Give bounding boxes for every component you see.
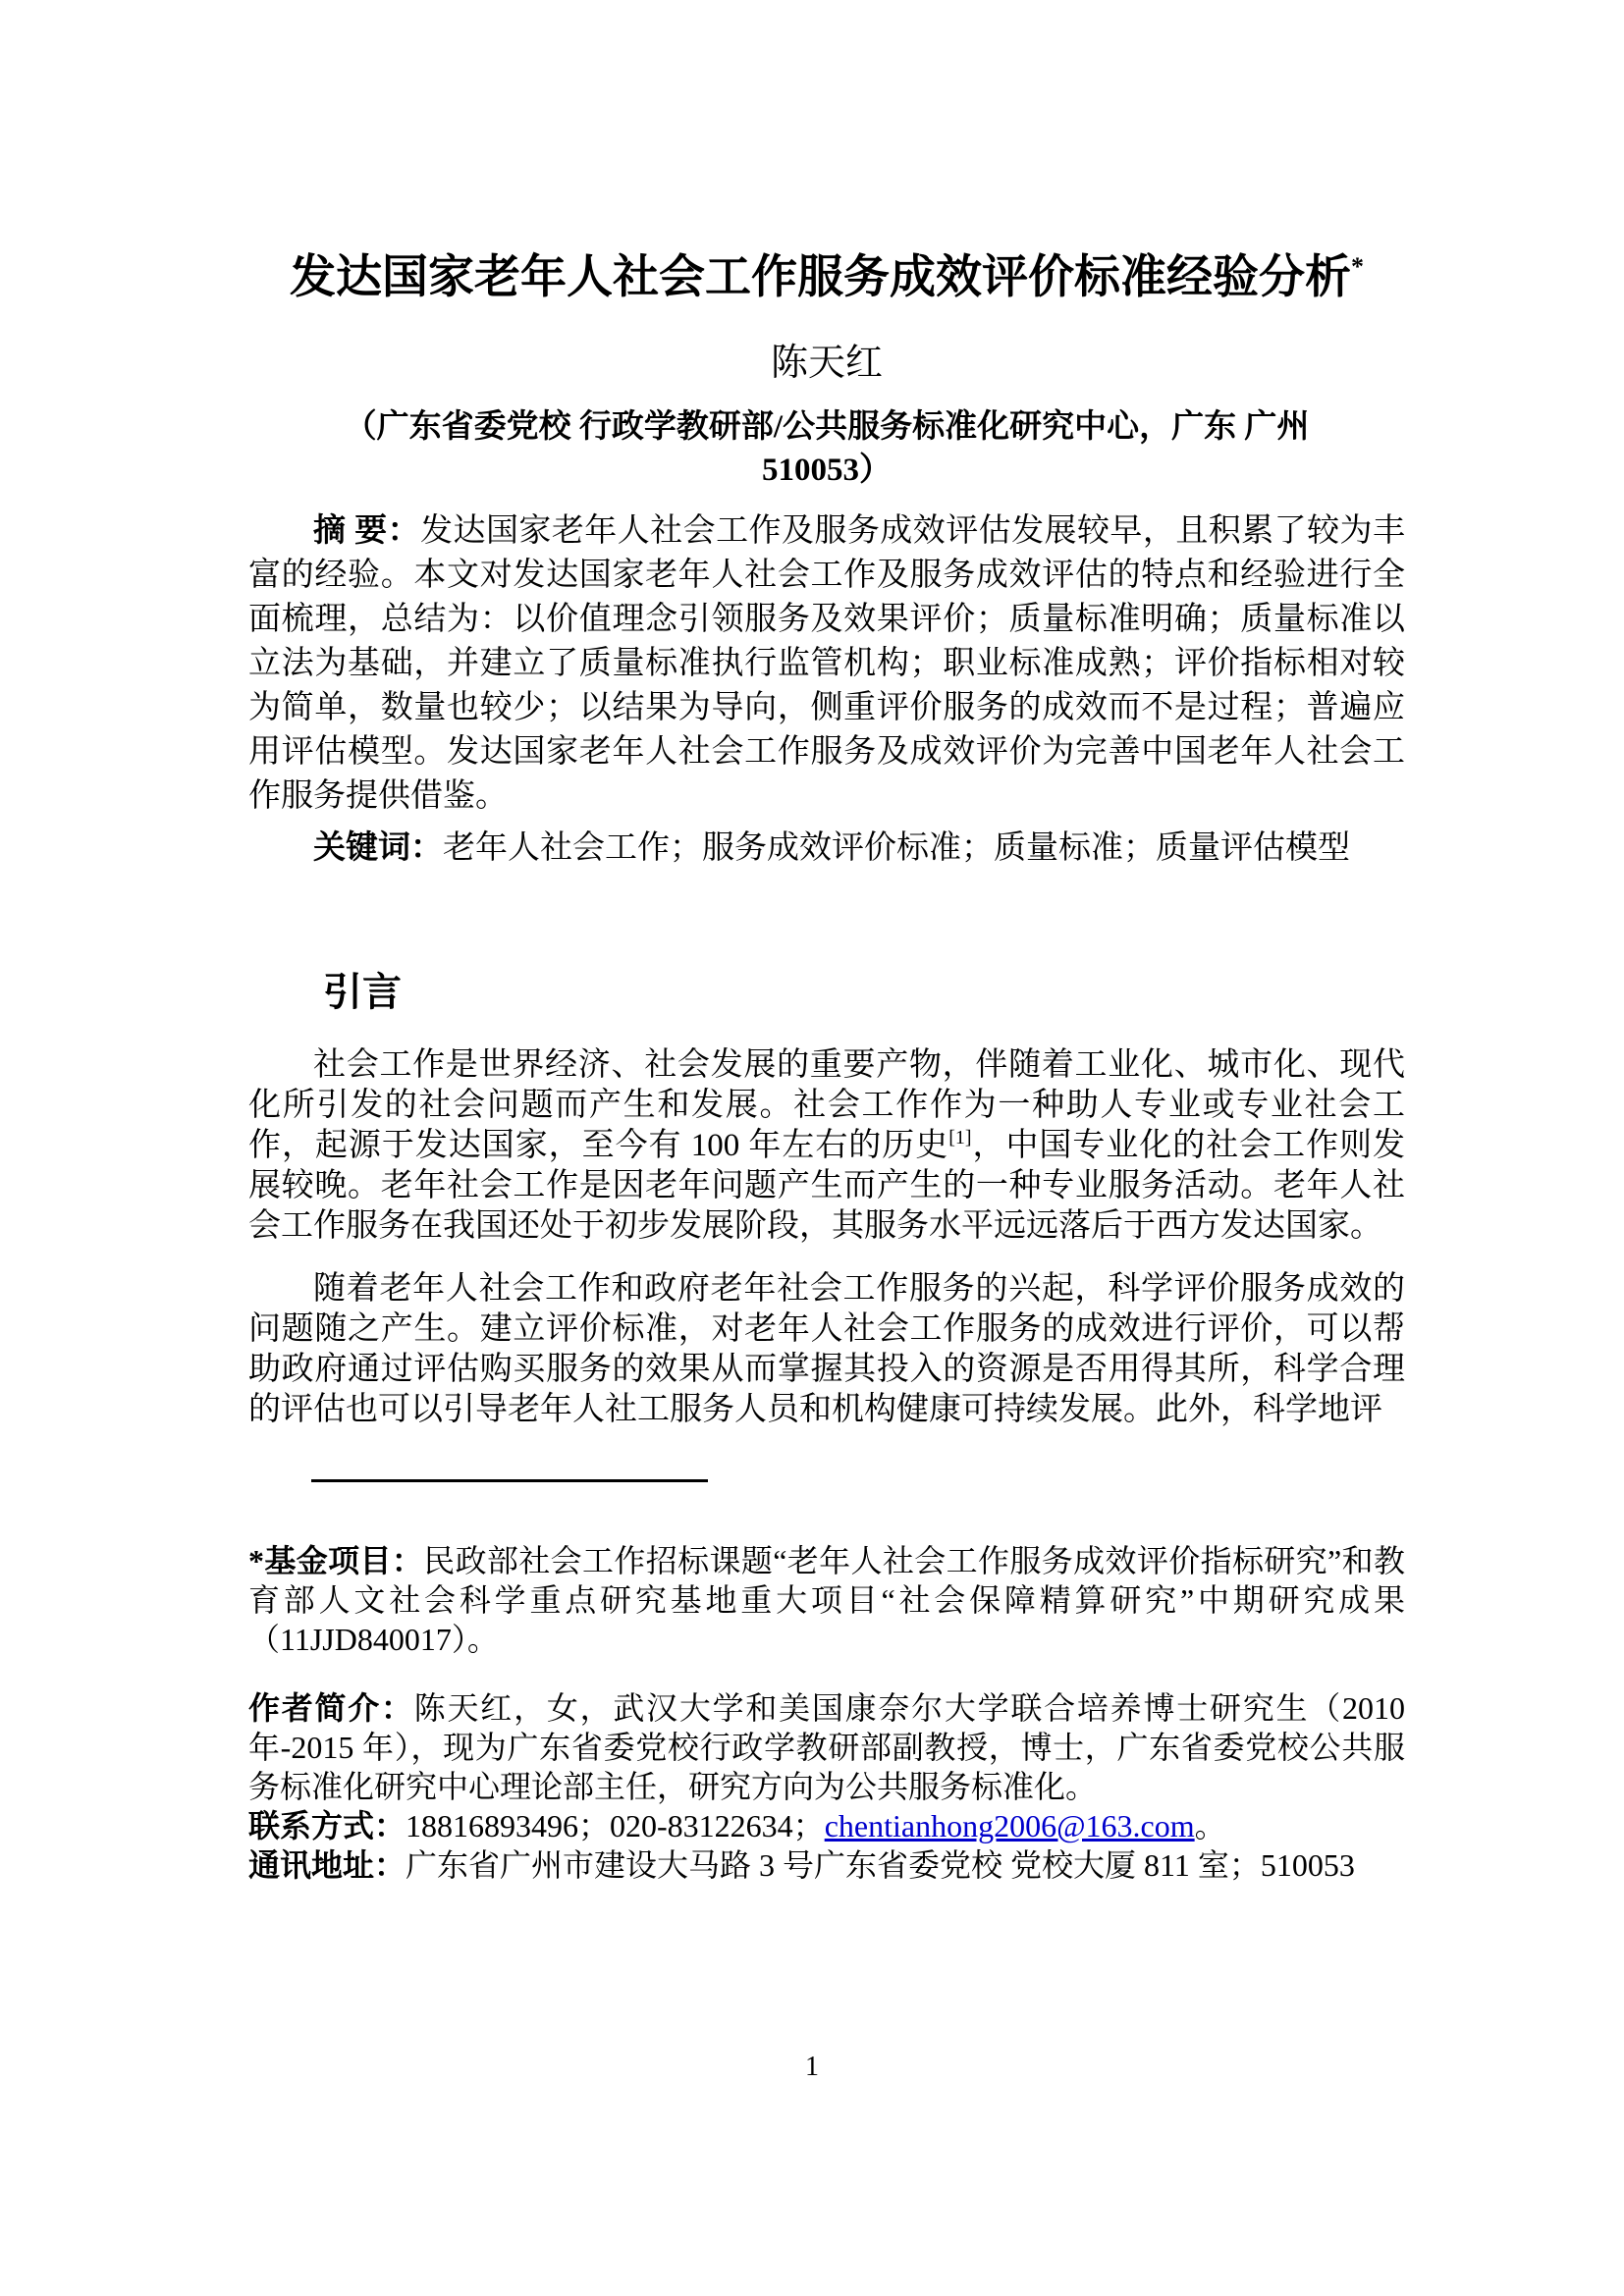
- footnote-fund-text: 民政部社会工作招标课题“老年人社会工作服务成效评价指标研究”和教育部人文社会科学重点研究基地重大项目“社会保障精算研究”中期研究成果（11JJD840017）。: [248, 1543, 1405, 1657]
- keywords-text: 老年人社会工作；服务成效评价标准；质量标准；质量评估模型: [443, 830, 1350, 866]
- abstract-paragraph: [248, 509, 1405, 819]
- abstract-text: 发达国家老年人社会工作及服务成效评估发展较早，且积累了较为丰富的经验。本文对发达国家老年人社会工作及服务成效评估的特点和经验进行全面梳理，总结为：以价值理念引领服务及效果评价；质量标准明确；质量标准以立法为基础，并建立了质量标准执行监管机构；职业标准成熟；评价指标相对较为简单，数量也较少；以结果为导向，侧重评价服务的成效而不是过程；普遍应用评估模型。发达国家老年人社会工作服务及成效评价为完善中国老年人社会工作服务提供借鉴。: [248, 513, 1406, 814]
- footnote-fund-marker: *: [248, 1543, 264, 1578]
- author-name: 陈天红: [770, 343, 883, 384]
- keywords-paragraph: [248, 827, 1405, 871]
- page-number: 1: [805, 2052, 819, 2082]
- footnote-bio: [248, 1688, 1405, 1806]
- affiliation: [248, 405, 1405, 492]
- affiliation-line-1: （广东省委党校 行政学教研部/公共服务标准化研究中心，广东 广州: [344, 409, 1310, 445]
- page-content: [248, 0, 1405, 1885]
- citation-ref-1: [1]: [948, 1127, 972, 1148]
- footnote-contact: [248, 1806, 1405, 1845]
- footnote-fund: [248, 1541, 1405, 1659]
- footnote-address-label: 通讯地址：: [248, 1847, 406, 1883]
- intro-paragraph-1: [248, 1045, 1405, 1247]
- paper-title: [248, 240, 1405, 305]
- abstract-label: 摘 要：: [313, 513, 421, 549]
- intro-paragraph-2: 随着老年人社会工作和政府老年社会工作服务的兴起，科学评价服务成效的问题随之产生。建立评价标准，对老年人社会工作服务的成效进行评价，可以帮助政府通过评估购买服务的效果从而掌握其投入的资源是否用得其所，科学合理的评估也可以引导老年人社工服务人员和机构健康可持续发展。此外，科学地评: [248, 1271, 1405, 1427]
- email-link[interactable]: chentianhong2006@163.com: [824, 1808, 1195, 1843]
- intro-paragraph-1-text: 社会工作是世界经济、社会发展的重要产物，伴随着工业化、城市化、现代化所引发的社会问题而产生和发展。社会工作作为一种助人专业或专业社会工作，起源于发达国家，至今有 100 年左右的历史: [248, 1047, 1405, 1163]
- footnote-fund-label: 基金项目：: [264, 1543, 424, 1578]
- footnote-bio-label: 作者简介：: [248, 1690, 414, 1726]
- footnote-contact-label: 联系方式：: [248, 1808, 406, 1843]
- footnote-address-text: 广东省广州市建设大马路 3 号广东省委党校 党校大厦 811 室；510053: [406, 1847, 1355, 1883]
- title-footnote-marker: *: [1351, 252, 1364, 281]
- footnote-address: [248, 1845, 1405, 1885]
- footnote-contact-numbers: 18816893496；020-83122634；: [406, 1808, 825, 1843]
- paper-title-text: 发达国家老年人社会工作服务成效评价标准经验分析: [290, 252, 1351, 303]
- intro-paragraph-1-text-cont: ，中国专业化的社会工作则发展较晚。老年社会工作是因老年问题产生而产生的一种专业服务活动。老年人社会工作服务在我国还处于初步发展阶段，其服务水平远远落后于西方发达国家。: [248, 1128, 1406, 1244]
- footnote-separator-rule: [311, 1479, 708, 1482]
- section-heading-intro: 引言: [323, 970, 402, 1014]
- footnote-bio-text: 陈天红，女，武汉大学和美国康奈尔大学联合培养博士研究生（2010 年-2015 年），现为广东省委党校行政学教研部副教授，博士，广东省委党校公共服务标准化研究中心理论部主任，研究方向为公共服务标准化。: [248, 1690, 1405, 1804]
- keywords-label: 关键词：: [313, 830, 443, 866]
- footnotes-block: [248, 1541, 1405, 1885]
- affiliation-line-2: 510053）: [762, 453, 892, 488]
- footnote-contact-suffix: 。: [1194, 1808, 1226, 1843]
